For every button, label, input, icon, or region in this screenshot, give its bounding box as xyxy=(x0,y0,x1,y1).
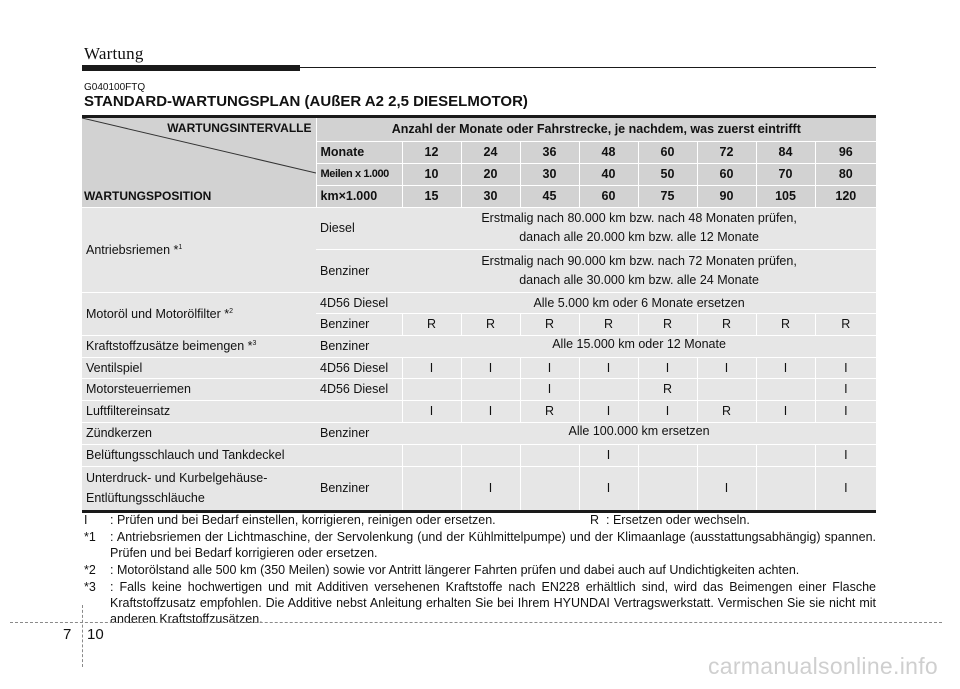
interval-text xyxy=(402,207,876,249)
schedule-cell xyxy=(520,466,579,510)
variant: Diesel xyxy=(316,207,402,249)
schedule-cell xyxy=(461,378,520,400)
footer-dashed-divider xyxy=(82,605,83,667)
km-value: 90 xyxy=(697,185,756,207)
row-label: Meilen x 1.000 xyxy=(316,163,402,185)
schedule-cell: I xyxy=(461,357,520,378)
table-row xyxy=(82,335,876,357)
schedule-cell: I xyxy=(520,378,579,400)
schedule-cell xyxy=(638,466,697,510)
item-name xyxy=(82,207,316,292)
schedule-cell: I xyxy=(815,357,876,378)
schedule-cell: R xyxy=(815,313,876,335)
km-value: 105 xyxy=(756,185,815,207)
miles-value: 50 xyxy=(638,163,697,185)
km-value: 15 xyxy=(402,185,461,207)
schedule-cell: I xyxy=(815,400,876,422)
footnote-key: *1 xyxy=(84,530,96,544)
footer-dashed-rule xyxy=(10,622,942,623)
table-row xyxy=(82,378,876,400)
variant: Benziner xyxy=(316,466,402,510)
table-row xyxy=(82,207,876,249)
month-value: 12 xyxy=(402,141,461,163)
item-name: Belüftungsschlauch und Tankdeckel xyxy=(82,444,402,466)
table-row xyxy=(82,466,876,510)
miles-value: 60 xyxy=(697,163,756,185)
miles-value: 10 xyxy=(402,163,461,185)
schedule-cell: I xyxy=(697,466,756,510)
variant: Benziner xyxy=(316,335,402,357)
schedule-cell: I xyxy=(815,378,876,400)
footnote-key: *2 xyxy=(84,563,96,577)
schedule-cell: R xyxy=(638,378,697,400)
table-row xyxy=(82,292,876,313)
item-name-text: Motoröl und Motorölfilter * xyxy=(86,306,230,321)
interval-text: Alle 5.000 km oder 6 Monate ersetzen xyxy=(402,292,876,313)
variant: 4D56 Diesel xyxy=(316,357,402,378)
footnote-marker: 3 xyxy=(252,339,257,347)
miles-value: 70 xyxy=(756,163,815,185)
schedule-cell: R xyxy=(756,313,815,335)
schedule-cell: R xyxy=(461,313,520,335)
month-value: 36 xyxy=(520,141,579,163)
miles-value: 30 xyxy=(520,163,579,185)
variant: Benziner xyxy=(316,422,402,444)
item-name: Motorsteuerriemen xyxy=(82,378,316,400)
schedule-cell xyxy=(697,444,756,466)
schedule-cell xyxy=(638,444,697,466)
schedule-cell: I xyxy=(697,357,756,378)
month-value: 96 xyxy=(815,141,876,163)
schedule-cell: I xyxy=(638,400,697,422)
chapter-number: 7 xyxy=(63,626,72,643)
month-value: 48 xyxy=(579,141,638,163)
table-row xyxy=(82,422,876,444)
schedule-cell: I xyxy=(756,400,815,422)
variant: 4D56 Diesel xyxy=(316,292,402,313)
schedule-cell xyxy=(520,444,579,466)
km-value: 30 xyxy=(461,185,520,207)
corner-cell xyxy=(82,118,316,207)
schedule-cell: R xyxy=(697,313,756,335)
doc-code: G040100FTQ xyxy=(84,82,146,93)
item-name-line: Entlüftungsschläuche xyxy=(86,491,205,506)
section-header: Wartung xyxy=(84,44,144,63)
miles-value: 20 xyxy=(461,163,520,185)
schedule-cell: I xyxy=(579,444,638,466)
interval-text: Alle 15.000 km oder 12 Monate xyxy=(402,335,876,357)
schedule-cell: I xyxy=(461,400,520,422)
schedule-cell: R xyxy=(638,313,697,335)
legend-line xyxy=(84,512,876,528)
km-value: 120 xyxy=(815,185,876,207)
schedule-cell xyxy=(402,378,461,400)
footnote xyxy=(84,579,876,627)
schedule-cell xyxy=(756,378,815,400)
item-name: Ventilspiel xyxy=(82,357,316,378)
schedule-cell: R xyxy=(520,313,579,335)
schedule-cell: I xyxy=(520,357,579,378)
interval-header: Anzahl der Monate oder Fahrstrecke, je nachdem, was zuerst eintrifft xyxy=(316,118,876,141)
corner-intervals-label: WARTUNGSINTERVALLE xyxy=(167,121,312,135)
item-name-line: Unterdruck- und Kurbelgehäuse- xyxy=(86,471,268,486)
table-row xyxy=(82,400,876,422)
schedule-cell xyxy=(756,444,815,466)
interval-text: Alle 100.000 km ersetzen xyxy=(402,422,876,444)
table-row xyxy=(82,444,876,466)
schedule-cell xyxy=(461,444,520,466)
variant: Benziner xyxy=(316,313,402,335)
schedule-cell: I xyxy=(815,444,876,466)
interval-text xyxy=(402,249,876,292)
page-title: STANDARD-WARTUNGSPLAN (AUßER A2 2,5 DIESELMOTOR) xyxy=(84,93,528,110)
schedule-cell: R xyxy=(697,400,756,422)
schedule-cell: I xyxy=(815,466,876,510)
row-label: km×1.000 xyxy=(316,185,402,207)
legend-key: I xyxy=(84,513,88,527)
interval-text-line: Erstmalig nach 90.000 km bzw. nach 72 Monaten prüfen, xyxy=(481,253,797,268)
month-value: 24 xyxy=(461,141,520,163)
miles-value: 80 xyxy=(815,163,876,185)
schedule-cell: I xyxy=(579,466,638,510)
schedule-cell: I xyxy=(756,357,815,378)
watermark: carmanualsonline.info xyxy=(707,653,938,679)
interval-text-line: danach alle 30.000 km bzw. alle 24 Monate xyxy=(519,272,759,287)
footnote-key: *3 xyxy=(84,580,96,594)
km-value: 60 xyxy=(579,185,638,207)
item-name xyxy=(82,466,316,510)
item-name-text: Kraftstoffzusätze beimengen * xyxy=(86,339,253,353)
legend-text: : Prüfen und bei Bedarf einstellen, korrigieren, reinigen oder ersetzen. xyxy=(110,513,496,527)
schedule-cell: I xyxy=(579,400,638,422)
header-rule-thick xyxy=(82,65,300,71)
item-name-text: Antriebsriemen * xyxy=(86,242,179,257)
km-value: 75 xyxy=(638,185,697,207)
month-value: 72 xyxy=(697,141,756,163)
schedule-cell xyxy=(697,378,756,400)
item-name: Zündkerzen xyxy=(82,422,316,444)
footnote-text: : Motorölstand alle 500 km (350 Meilen) sowie vor Antritt längerer Fahrten prüfen und dabei auch auf Undichtigkeiten achten. xyxy=(110,563,800,577)
maintenance-table xyxy=(82,115,876,513)
legend-text: : Ersetzen oder wechseln. xyxy=(606,513,750,527)
item-name xyxy=(82,292,316,335)
schedule-cell: I xyxy=(638,357,697,378)
schedule-cell: I xyxy=(461,466,520,510)
header-rule-thin xyxy=(300,67,876,68)
item-name xyxy=(82,335,316,357)
schedule-cell: R xyxy=(402,313,461,335)
schedule-cell xyxy=(402,444,461,466)
schedule-cell: I xyxy=(402,400,461,422)
schedule-cell: I xyxy=(579,357,638,378)
legend-notes xyxy=(84,512,876,627)
corner-position-label: WARTUNGSPOSITION xyxy=(84,188,212,203)
variant: 4D56 Diesel xyxy=(316,378,402,400)
footnote-marker: 1 xyxy=(178,243,183,251)
interval-text-line: Erstmalig nach 80.000 km bzw. nach 48 Monaten prüfen, xyxy=(481,211,797,225)
table-row xyxy=(82,357,876,378)
footnote-text: : Falls keine hochwertigen und mit Additiven versehenen Kraftstoffe nach EN228 erhältlich sind, wird das Beimengen einer Flasche Kraftstoffzusatz empfohlen. Die Additive nebst Anleitung erhalten Sie bei Ihrem HYUNDAI Vertragswerkstatt. Vermischen Sie sie nicht mit anderen Kraftstoffzusätzen. xyxy=(110,580,876,626)
schedule-cell xyxy=(756,466,815,510)
month-value: 60 xyxy=(638,141,697,163)
miles-value: 40 xyxy=(579,163,638,185)
interval-text-line: danach alle 20.000 km bzw. alle 12 Monate xyxy=(519,230,759,244)
legend-key: R xyxy=(590,513,600,527)
footnote-text: : Antriebsriemen der Lichtmaschine, der Servolenkung (und der Kühlmittelpumpe) und der Klimaanlage (ausstattungsabhängig) spannen. Prüfen und bei Bedarf korrigieren oder ersetzen. xyxy=(110,530,876,560)
schedule-cell: R xyxy=(520,400,579,422)
page-number: 10 xyxy=(87,626,104,643)
schedule-cell: R xyxy=(579,313,638,335)
footnote-marker: 2 xyxy=(229,307,234,315)
schedule-cell xyxy=(579,378,638,400)
schedule-cell xyxy=(402,466,461,510)
item-name: Luftfiltereinsatz xyxy=(82,400,402,422)
month-value: 84 xyxy=(756,141,815,163)
variant: Benziner xyxy=(316,249,402,292)
schedule-cell: I xyxy=(402,357,461,378)
km-value: 45 xyxy=(520,185,579,207)
footnote xyxy=(84,562,876,578)
row-label: Monate xyxy=(316,141,402,163)
footnote xyxy=(84,529,876,561)
